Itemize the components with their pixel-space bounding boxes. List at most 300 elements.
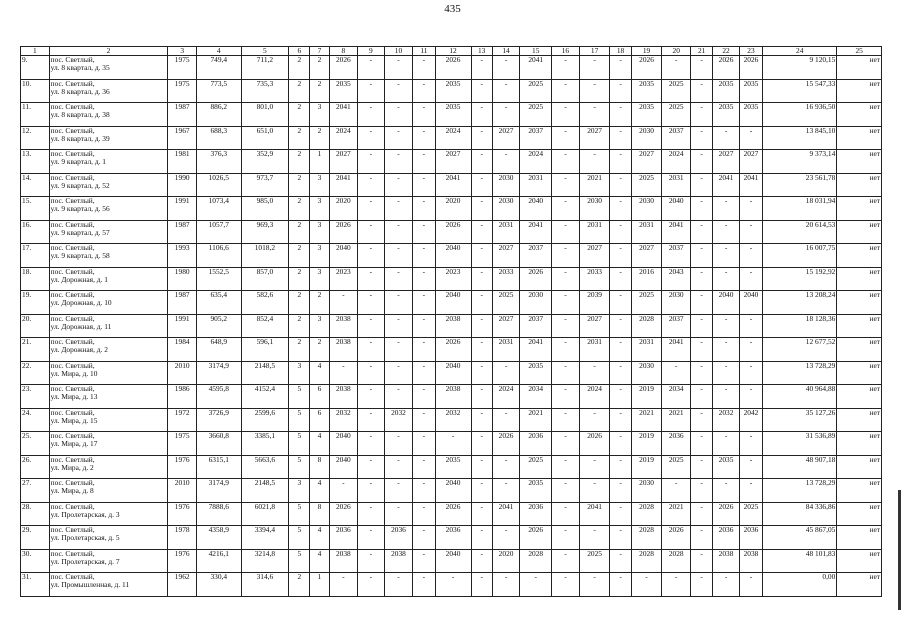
table-cell: 969,3	[241, 220, 289, 244]
table-cell: -	[713, 338, 740, 362]
row-number-cell: 21.	[21, 338, 50, 362]
table-cell: -	[384, 103, 413, 127]
table-cell: -	[413, 385, 435, 409]
table-cell: -	[691, 220, 713, 244]
table-cell: 1990	[168, 173, 197, 197]
table-cell: 1993	[168, 244, 197, 268]
table-row	[21, 126, 882, 150]
table-row	[21, 150, 882, 174]
table-cell: 2030	[631, 479, 662, 503]
table-cell: 2030	[520, 291, 552, 315]
table-cell: -	[471, 173, 492, 197]
table-cell: -	[471, 455, 492, 479]
address-settlement: пос. Светлый,	[50, 55, 95, 64]
table-cell: 2043	[662, 267, 691, 291]
row-number-cell: 30.	[21, 549, 50, 573]
table-cell: -	[384, 56, 413, 80]
table-cell: 2027	[435, 150, 471, 174]
table-cell: -	[579, 150, 610, 174]
row-number-cell: 28.	[21, 502, 50, 526]
table-cell: 596,1	[241, 338, 289, 362]
table-cell: -	[691, 244, 713, 268]
column-header: 19	[631, 47, 662, 56]
row-number-cell: 19.	[21, 291, 50, 315]
table-cell: 905,2	[197, 314, 242, 338]
table-cell: 1987	[168, 103, 197, 127]
table-cell: -	[662, 573, 691, 597]
table-cell: 2	[289, 244, 310, 268]
table-cell: 3	[289, 479, 310, 503]
table-cell: 8	[310, 455, 329, 479]
table-cell: -	[552, 150, 580, 174]
table-cell: 4	[310, 479, 329, 503]
table-cell: -	[384, 385, 413, 409]
table-cell: 2148,5	[241, 479, 289, 503]
table-cell: 2027	[739, 150, 762, 174]
table-cell: -	[610, 291, 631, 315]
table-cell: -	[471, 197, 492, 221]
table-cell: -	[471, 244, 492, 268]
table-cell: 2031	[579, 338, 610, 362]
table-cell: -	[579, 361, 610, 385]
address-settlement: пос. Светлый,	[50, 314, 95, 323]
table-cell: 5	[289, 385, 310, 409]
address-cell	[49, 455, 168, 479]
table-cell: 4595,8	[197, 385, 242, 409]
table-cell: 2	[289, 103, 310, 127]
table-cell: -	[691, 432, 713, 456]
table-cell: -	[610, 502, 631, 526]
row-number-cell: 31.	[21, 573, 50, 597]
table-cell: 2040	[329, 244, 358, 268]
table-cell: нет	[837, 220, 882, 244]
table-cell: 3394,4	[241, 526, 289, 550]
table-cell: 1552,5	[197, 267, 242, 291]
table-cell: 1026,5	[197, 173, 242, 197]
table-cell: -	[552, 408, 580, 432]
address-street: ул. Мира, д. 13	[50, 392, 98, 401]
table-cell: 2	[289, 573, 310, 597]
table-cell: 2024	[435, 126, 471, 150]
table-cell: 2038	[713, 549, 740, 573]
column-header: 13	[471, 47, 492, 56]
table-cell: -	[358, 150, 385, 174]
table-cell: -	[691, 455, 713, 479]
table-cell: -	[552, 291, 580, 315]
table-cell: -	[610, 385, 631, 409]
table-cell: -	[691, 267, 713, 291]
address-cell	[49, 338, 168, 362]
table-cell: -	[384, 126, 413, 150]
row-number-cell: 24.	[21, 408, 50, 432]
table-cell: -	[713, 220, 740, 244]
table-cell: 2027	[631, 244, 662, 268]
table-cell: 2030	[631, 361, 662, 385]
address-settlement: пос. Светлый,	[50, 431, 95, 440]
table-cell: 2030	[631, 126, 662, 150]
table-cell: 31 536,89	[763, 432, 837, 456]
column-header: 2	[49, 47, 168, 56]
table-cell: 5	[289, 526, 310, 550]
table-cell: -	[384, 79, 413, 103]
address-street: ул. Промышленная, д. 11	[50, 580, 130, 589]
table-cell: -	[610, 549, 631, 573]
table-cell: -	[552, 432, 580, 456]
table-cell: 1975	[168, 432, 197, 456]
row-number-cell: 11.	[21, 103, 50, 127]
table-cell: 2	[310, 338, 329, 362]
table-cell: 582,6	[241, 291, 289, 315]
table-row	[21, 573, 882, 597]
table-cell: -	[384, 361, 413, 385]
row-number-cell: 16.	[21, 220, 50, 244]
table-cell: 20 614,53	[763, 220, 837, 244]
table-cell: 2030	[579, 197, 610, 221]
address-street: ул. Пролетарская, д. 7	[50, 556, 120, 566]
column-header: 7	[310, 47, 329, 56]
table-cell: -	[358, 573, 385, 597]
table-cell: 1057,7	[197, 220, 242, 244]
table-cell: 3	[310, 197, 329, 221]
table-cell: 2021	[579, 173, 610, 197]
table-cell: 648,9	[197, 338, 242, 362]
table-cell: -	[329, 361, 358, 385]
table-cell: -	[552, 338, 580, 362]
table-cell: 15 547,33	[763, 79, 837, 103]
table-cell: 2035	[739, 103, 762, 127]
table-cell: -	[358, 338, 385, 362]
table-cell: нет	[837, 197, 882, 221]
table-cell: 2032	[435, 408, 471, 432]
table-cell: -	[413, 408, 435, 432]
table-cell: 2041	[520, 338, 552, 362]
table-cell: 2021	[662, 408, 691, 432]
column-header: 4	[197, 47, 242, 56]
address-settlement: пос. Светлый,	[50, 549, 95, 558]
table-cell: 5	[289, 432, 310, 456]
table-cell: -	[691, 338, 713, 362]
table-cell: 2033	[579, 267, 610, 291]
table-cell: -	[739, 244, 762, 268]
table-cell: -	[691, 385, 713, 409]
table-cell: -	[610, 79, 631, 103]
table-cell: 3	[310, 244, 329, 268]
column-header: 21	[691, 47, 713, 56]
column-header: 6	[289, 47, 310, 56]
table-cell: 857,0	[241, 267, 289, 291]
table-cell: 2	[289, 267, 310, 291]
table-cell: 2024	[662, 150, 691, 174]
address-street: ул. Пролетарская, д. 5	[50, 533, 120, 542]
table-cell: -	[358, 526, 385, 550]
table-cell: 1980	[168, 267, 197, 291]
table-cell: -	[384, 432, 413, 456]
table-cell: -	[471, 502, 492, 526]
table-cell: 1991	[168, 314, 197, 338]
table-row	[21, 361, 882, 385]
table-cell: -	[713, 126, 740, 150]
row-number-cell: 22.	[21, 361, 50, 385]
table-cell: -	[384, 502, 413, 526]
table-cell: 3	[310, 173, 329, 197]
table-cell: 2041	[739, 173, 762, 197]
table-cell: 2023	[435, 267, 471, 291]
table-cell: 6	[310, 408, 329, 432]
table-cell: -	[552, 220, 580, 244]
table-cell: 2025	[492, 291, 520, 315]
table-cell: 2025	[662, 103, 691, 127]
table-cell: -	[610, 408, 631, 432]
address-street: ул. Мира, д. 8	[50, 486, 94, 495]
address-settlement: пос. Светлый,	[50, 79, 95, 88]
table-cell: -	[662, 479, 691, 503]
table-cell: 2027	[579, 126, 610, 150]
table-cell: 4358,9	[197, 526, 242, 550]
table-cell: 2026	[520, 267, 552, 291]
address-street: ул. Дорожная, д. 1	[50, 274, 108, 284]
table-cell: 2037	[520, 244, 552, 268]
table-cell: -	[413, 314, 435, 338]
table-cell: -	[358, 502, 385, 526]
table-cell: 2038	[329, 338, 358, 362]
table-cell: 635,4	[197, 291, 242, 315]
table-cell: -	[492, 361, 520, 385]
table-cell: 2026	[579, 432, 610, 456]
address-street: ул. Дорожная, д. 11	[50, 321, 112, 331]
column-header: 3	[168, 47, 197, 56]
table-cell: 2	[289, 150, 310, 174]
table-cell: 2035	[713, 79, 740, 103]
table-cell: 13 728,29	[763, 479, 837, 503]
table-cell: -	[691, 361, 713, 385]
table-row	[21, 173, 882, 197]
table-cell: 2040	[435, 244, 471, 268]
table-cell: 2028	[631, 526, 662, 550]
table-cell: 2035	[435, 103, 471, 127]
table-cell: -	[579, 479, 610, 503]
table-cell: 2027	[329, 150, 358, 174]
table-cell: 2041	[713, 173, 740, 197]
table-cell: -	[471, 220, 492, 244]
row-number-cell: 27.	[21, 479, 50, 503]
table-cell: -	[691, 573, 713, 597]
table-cell: -	[691, 173, 713, 197]
table-cell: 2025	[520, 455, 552, 479]
table-cell: -	[471, 385, 492, 409]
table-cell: -	[413, 79, 435, 103]
table-cell: -	[552, 526, 580, 550]
table-cell: -	[492, 56, 520, 80]
table-cell: 330,4	[197, 573, 242, 597]
table-row	[21, 244, 882, 268]
address-cell	[49, 197, 168, 221]
table-row	[21, 338, 882, 362]
table-cell: 2031	[492, 338, 520, 362]
table-cell: -	[329, 291, 358, 315]
table-cell: -	[358, 244, 385, 268]
table-cell: нет	[837, 479, 882, 503]
column-header: 1	[21, 47, 50, 56]
address-settlement: пос. Светлый,	[50, 126, 95, 135]
table-cell: -	[610, 197, 631, 221]
table-cell: -	[691, 103, 713, 127]
table-cell: 35 127,26	[763, 408, 837, 432]
table-cell: -	[471, 267, 492, 291]
address-settlement: пос. Светлый,	[50, 267, 95, 276]
table-cell: 2035	[435, 79, 471, 103]
header-row	[21, 47, 882, 56]
table-cell: 2	[310, 126, 329, 150]
table-cell: 2	[289, 79, 310, 103]
table-cell: -	[610, 244, 631, 268]
address-street: ул. Пролетарская, д. 3	[50, 509, 120, 519]
address-settlement: пос. Светлый,	[50, 173, 95, 182]
table-cell: -	[739, 338, 762, 362]
table-cell: 2035	[329, 79, 358, 103]
table-cell: 2031	[520, 173, 552, 197]
table-cell: 2041	[329, 173, 358, 197]
table-cell: -	[471, 56, 492, 80]
table-cell: 2028	[631, 314, 662, 338]
table-cell: нет	[837, 502, 882, 526]
column-header: 9	[358, 47, 385, 56]
table-cell: -	[691, 314, 713, 338]
table-cell: -	[610, 338, 631, 362]
table-cell: 3174,9	[197, 361, 242, 385]
row-number-cell: 15.	[21, 197, 50, 221]
table-cell: -	[552, 173, 580, 197]
table-cell: 1	[310, 573, 329, 597]
table-cell: 2035	[713, 103, 740, 127]
table-cell: 2036	[384, 526, 413, 550]
table-cell: 2026	[329, 220, 358, 244]
row-number-cell: 17.	[21, 244, 50, 268]
table-cell: 2027	[579, 244, 610, 268]
table-cell: 2026	[713, 56, 740, 80]
table-cell: 2024	[579, 385, 610, 409]
table-cell: 1976	[168, 455, 197, 479]
table-cell: нет	[837, 173, 882, 197]
table-cell: -	[552, 197, 580, 221]
table-cell: 18 031,94	[763, 197, 837, 221]
table-cell: нет	[837, 79, 882, 103]
table-cell: 5	[289, 549, 310, 573]
table-cell: 4216,1	[197, 549, 242, 573]
table-cell: 2037	[662, 126, 691, 150]
table-cell: -	[579, 103, 610, 127]
table-cell: 3174,9	[197, 479, 242, 503]
address-cell	[49, 479, 168, 503]
address-street: ул. Мира, д. 15	[50, 415, 98, 425]
address-street: ул. 9 квартал, д. 56	[50, 204, 110, 213]
table-cell: -	[358, 549, 385, 573]
table-cell: 5663,6	[241, 455, 289, 479]
table-cell: 2040	[435, 291, 471, 315]
table-cell: 2030	[662, 291, 691, 315]
table-cell: -	[610, 220, 631, 244]
table-cell: -	[691, 526, 713, 550]
table-cell: -	[610, 56, 631, 80]
table-cell: 2038	[329, 385, 358, 409]
table-row	[21, 291, 882, 315]
table-cell: 2038	[739, 549, 762, 573]
table-cell: -	[552, 573, 580, 597]
table-cell: -	[610, 361, 631, 385]
table-cell: 8	[310, 502, 329, 526]
table-cell: 16 007,75	[763, 244, 837, 268]
address-settlement: пос. Светлый,	[50, 384, 95, 393]
table-cell: 2027	[492, 314, 520, 338]
table-cell: -	[579, 455, 610, 479]
table-cell: 4	[310, 526, 329, 550]
column-header: 18	[610, 47, 631, 56]
table-cell: 5	[289, 502, 310, 526]
table-cell: 3	[289, 361, 310, 385]
table-cell: 1106,6	[197, 244, 242, 268]
table-cell: -	[471, 573, 492, 597]
column-header: 8	[329, 47, 358, 56]
table-body	[21, 56, 882, 597]
table-row	[21, 103, 882, 127]
address-settlement: пос. Светлый,	[50, 572, 95, 581]
table-cell: -	[713, 432, 740, 456]
table-cell: -	[492, 103, 520, 127]
table-cell: -	[552, 79, 580, 103]
table-cell: -	[413, 455, 435, 479]
table-cell: нет	[837, 267, 882, 291]
address-cell	[49, 150, 168, 174]
table-cell: -	[713, 314, 740, 338]
table-cell: нет	[837, 338, 882, 362]
table-cell: -	[413, 361, 435, 385]
table-cell: 2035	[631, 79, 662, 103]
table-cell: 40 964,88	[763, 385, 837, 409]
row-number-cell: 20.	[21, 314, 50, 338]
table-cell: 2040	[329, 455, 358, 479]
table-row	[21, 549, 882, 573]
table-cell: -	[384, 573, 413, 597]
table-cell: -	[358, 220, 385, 244]
table-cell: -	[552, 56, 580, 80]
address-cell	[49, 314, 168, 338]
table-cell: 2019	[631, 385, 662, 409]
table-cell: 2041	[435, 173, 471, 197]
table-cell: 6021,8	[241, 502, 289, 526]
table-cell: 2599,6	[241, 408, 289, 432]
address-settlement: пос. Светлый,	[50, 243, 95, 252]
table-cell: -	[552, 502, 580, 526]
table-cell: 3	[310, 267, 329, 291]
column-header: 11	[413, 47, 435, 56]
table-cell: 2	[310, 79, 329, 103]
table-row	[21, 79, 882, 103]
address-settlement: пос. Светлый,	[50, 361, 95, 370]
table-cell: -	[610, 126, 631, 150]
table-cell: -	[435, 573, 471, 597]
table-cell: -	[610, 432, 631, 456]
table-cell: 2035	[631, 103, 662, 127]
table-cell: 2026	[739, 56, 762, 80]
table-cell: 18 128,36	[763, 314, 837, 338]
row-number-cell: 9.	[21, 56, 50, 80]
address-settlement: пос. Светлый,	[50, 290, 95, 299]
table-cell: -	[552, 244, 580, 268]
table-cell: 2038	[435, 385, 471, 409]
table-cell: 84 336,86	[763, 502, 837, 526]
table-cell: 2037	[520, 126, 552, 150]
table-cell: 2030	[631, 197, 662, 221]
table-cell: 2024	[492, 385, 520, 409]
